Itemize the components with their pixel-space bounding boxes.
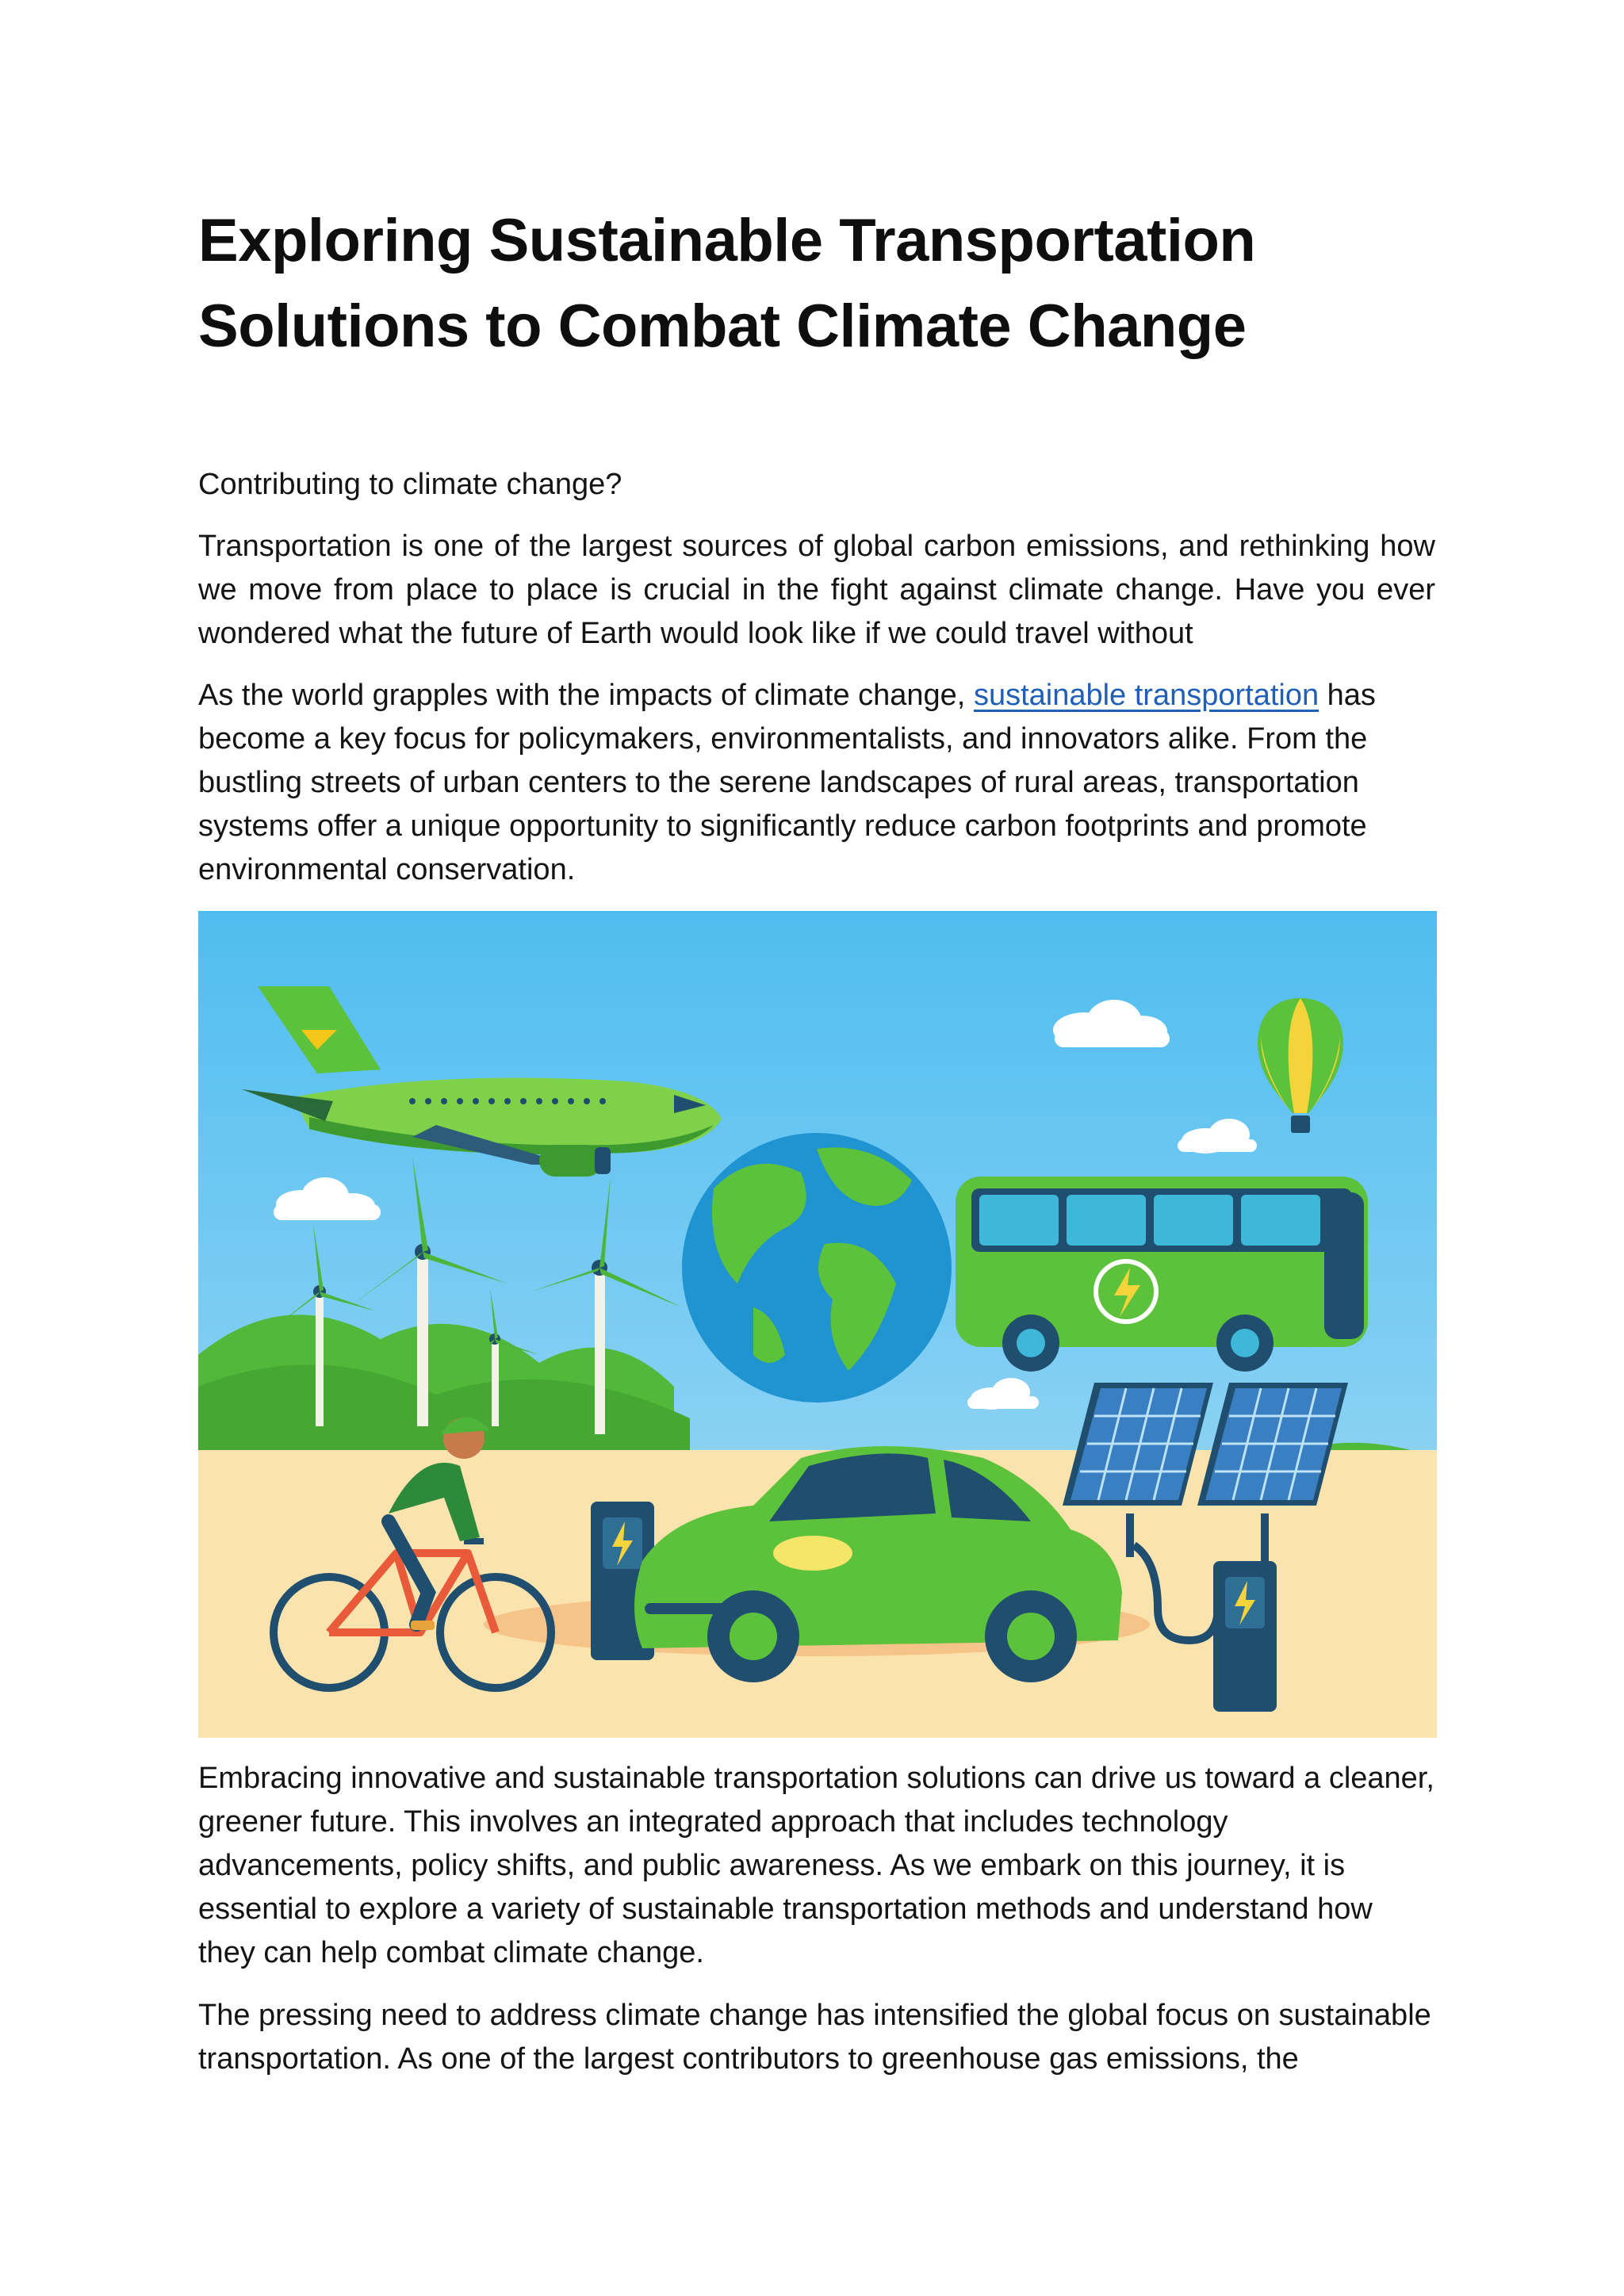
approach-paragraph: Embracing innovative and sustainable transportation solutions can drive us toward a cleaner, greener future. This involves an integrated approach that includes technology advancements, policy shifts, and public awareness. As we embark on this journey, it is essential to explore a variety of sustainable transportation methods and understand how they can help combat climate change. (198, 1762, 1434, 1969)
globe-icon (682, 1133, 952, 1402)
context-text-end: has become a key focus for policymakers, environmentalists, and innovators alike. From the bustling streets of urban centers to the serene landscapes of rural areas, transportation systems offer a unique opportunity to significantly reduce carbon footprints and promote environmental conservation. (198, 679, 1376, 886)
article-title: Exploring Sustainable Transportation Solutions to Combat Climate Change (198, 207, 1256, 360)
lead-paragraph: Contributing to climate change? (198, 468, 622, 501)
context-paragraph (198, 674, 1435, 892)
intro-paragraph: Transportation is one of the largest sources of global carbon emissions, and rethinking how we move from place to place is crucial in the fight against climate change. Have you ever wondered what the future of Earth would look like if we could travel without (198, 530, 1435, 650)
electric-bus-icon (956, 1177, 1368, 1372)
sustainable-transportation-link[interactable]: sustainable transportation (973, 679, 1320, 712)
context-text-start: As the world grapples with the impacts of climate change, (198, 679, 974, 712)
pressing-need-paragraph: The pressing need to address climate change has intensified the global focus on sustainable transportation. As one of the largest contributors to greenhouse gas emissions, the (198, 1999, 1431, 2076)
article (198, 198, 1435, 2081)
sustainable-transport-illustration (198, 911, 1437, 1738)
